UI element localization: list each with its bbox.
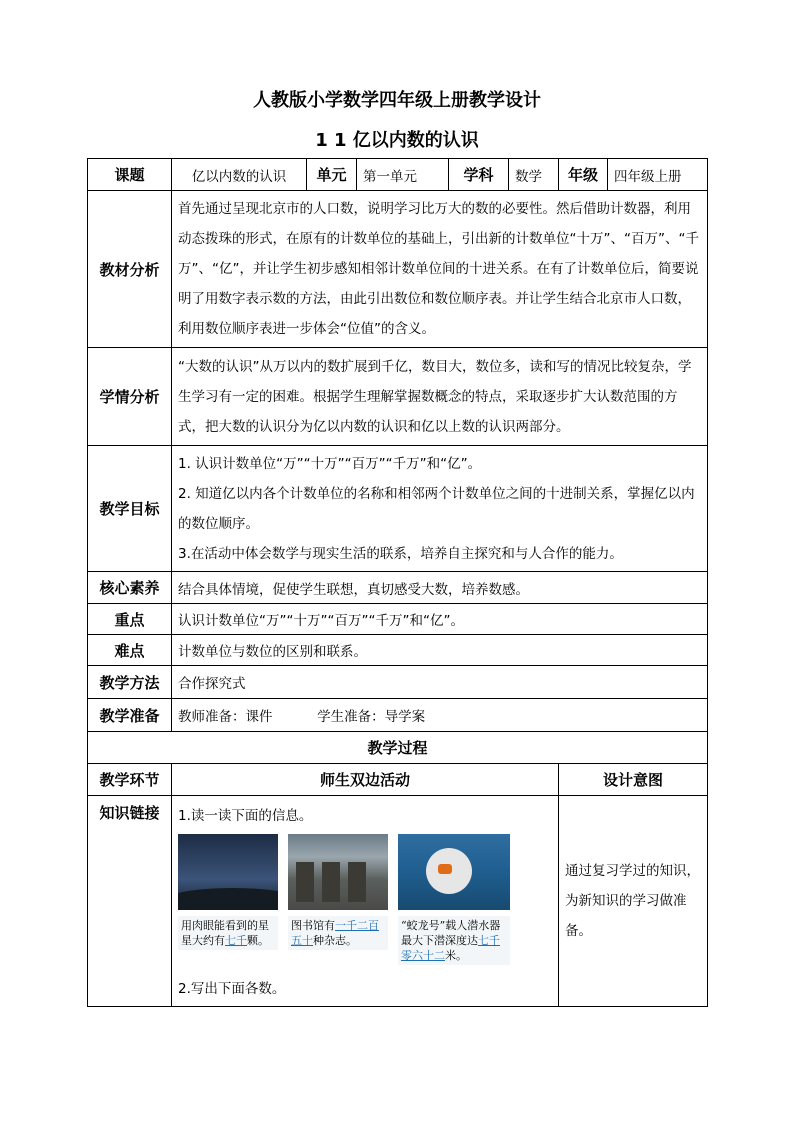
lesson-title: 1 1 亿以内数的认识 bbox=[315, 130, 479, 151]
intent-cell: 通过复习学过的知识，为新知识的学习做准备。 bbox=[559, 796, 708, 1007]
step-2-text: 2.写出下面各数。 bbox=[178, 981, 286, 997]
objective-item: 1. 认识计数单位“万”“十万”“百万”“千万”和“亿”。 bbox=[178, 455, 482, 472]
unit-value: 第一单元 bbox=[357, 159, 449, 191]
col-intent-header: 设计意图 bbox=[559, 764, 708, 796]
objective-item: 2. 知道亿以内各个计数单位的名称和相邻两个计数单位之间的十进制关系，掌握亿以内的数位顺序。 bbox=[178, 485, 695, 532]
stage-knowledge-link: 知识链接 bbox=[88, 796, 172, 1007]
stars-card bbox=[178, 834, 278, 965]
objectives-list bbox=[172, 446, 708, 572]
document-title: 人教版小学数学四年级上册教学设计 bbox=[253, 90, 541, 111]
grade-value: 四年级上册 bbox=[608, 159, 708, 191]
difficulty-label: 难点 bbox=[88, 635, 172, 666]
method-text: 合作探究式 bbox=[172, 666, 708, 699]
library-card bbox=[288, 834, 388, 965]
library-image bbox=[288, 834, 388, 910]
lesson-plan-table bbox=[87, 158, 708, 1007]
objective-item: 3.在活动中体会数学与现实生活的联系，培养自主探究和与人合作的能力。 bbox=[178, 545, 623, 562]
difficulty-text: 计数单位与数位的区别和联系。 bbox=[172, 635, 708, 666]
learner-analysis-text: “大数的认识”从万以内的数扩展到千亿，数目大，数位多，读和写的情况比较复杂，学生学习有一定的困难。根据学生理解掌握数概念的特点，采取逐步扩大认数范围的方式，把大数的认识分为亿以内数的认识和亿以上数的认识两部分。 bbox=[172, 348, 708, 446]
stars-caption: 用肉眼能看到的星星大约有七千颗。 bbox=[178, 916, 278, 950]
activity-cell bbox=[172, 796, 559, 1007]
core-literacy-label: 核心素养 bbox=[88, 572, 172, 604]
method-label: 教学方法 bbox=[88, 666, 172, 699]
info-images bbox=[178, 834, 552, 965]
material-analysis-label: 教材分析 bbox=[88, 191, 172, 348]
material-analysis-text: 首先通过呈现北京市的人口数，说明学习比万大的数的必要性。然后借助计数器，利用动态拨珠的形式，在原有的计数单位的基础上，引出新的计数单位“十万”、“百万”、“千万”、“亿”，并让学生初步感知相邻计数单位间的十进关系。在有了计数单位后，简要说明了用数字表示数的方法，由此引出数位和数位顺序表。并让学生结合北京市人口数，利用数位顺序表进一步体会“位值”的含义。 bbox=[172, 191, 708, 348]
subject-label: 学科 bbox=[449, 159, 509, 191]
preparation-label: 教学准备 bbox=[88, 699, 172, 732]
col-stage-header: 教学环节 bbox=[88, 764, 172, 796]
preparation-text bbox=[172, 699, 708, 732]
topic-label: 课题 bbox=[88, 159, 172, 191]
night-sky-image bbox=[178, 834, 278, 910]
learner-analysis-label: 学情分析 bbox=[88, 348, 172, 446]
submarine-card bbox=[398, 834, 510, 965]
key-point-text: 认识计数单位“万”“十万”“百万”“千万”和“亿”。 bbox=[172, 604, 708, 635]
library-caption: 图书馆有一千二百五十种杂志。 bbox=[288, 916, 388, 950]
core-literacy-text: 结合具体情境，促使学生联想，真切感受大数，培养数感。 bbox=[172, 572, 708, 604]
grade-label: 年级 bbox=[559, 159, 608, 191]
unit-label: 单元 bbox=[307, 159, 357, 191]
subject-value: 数学 bbox=[509, 159, 559, 191]
submarine-image bbox=[398, 834, 510, 910]
key-point-label: 重点 bbox=[88, 604, 172, 635]
topic-value: 亿以内数的认识 bbox=[172, 159, 307, 191]
student-preparation: 学生准备：导学案 bbox=[317, 709, 426, 725]
objectives-label: 教学目标 bbox=[88, 446, 172, 572]
col-activity-header: 师生双边活动 bbox=[172, 764, 559, 796]
process-title: 教学过程 bbox=[88, 732, 708, 764]
submarine-caption: “蛟龙号”载人潜水器最大下潜深度达七千零六十二米。 bbox=[398, 916, 510, 965]
step-1-text: 1.读一读下面的信息。 bbox=[178, 808, 313, 824]
teacher-preparation: 教师准备：课件 bbox=[178, 709, 273, 725]
